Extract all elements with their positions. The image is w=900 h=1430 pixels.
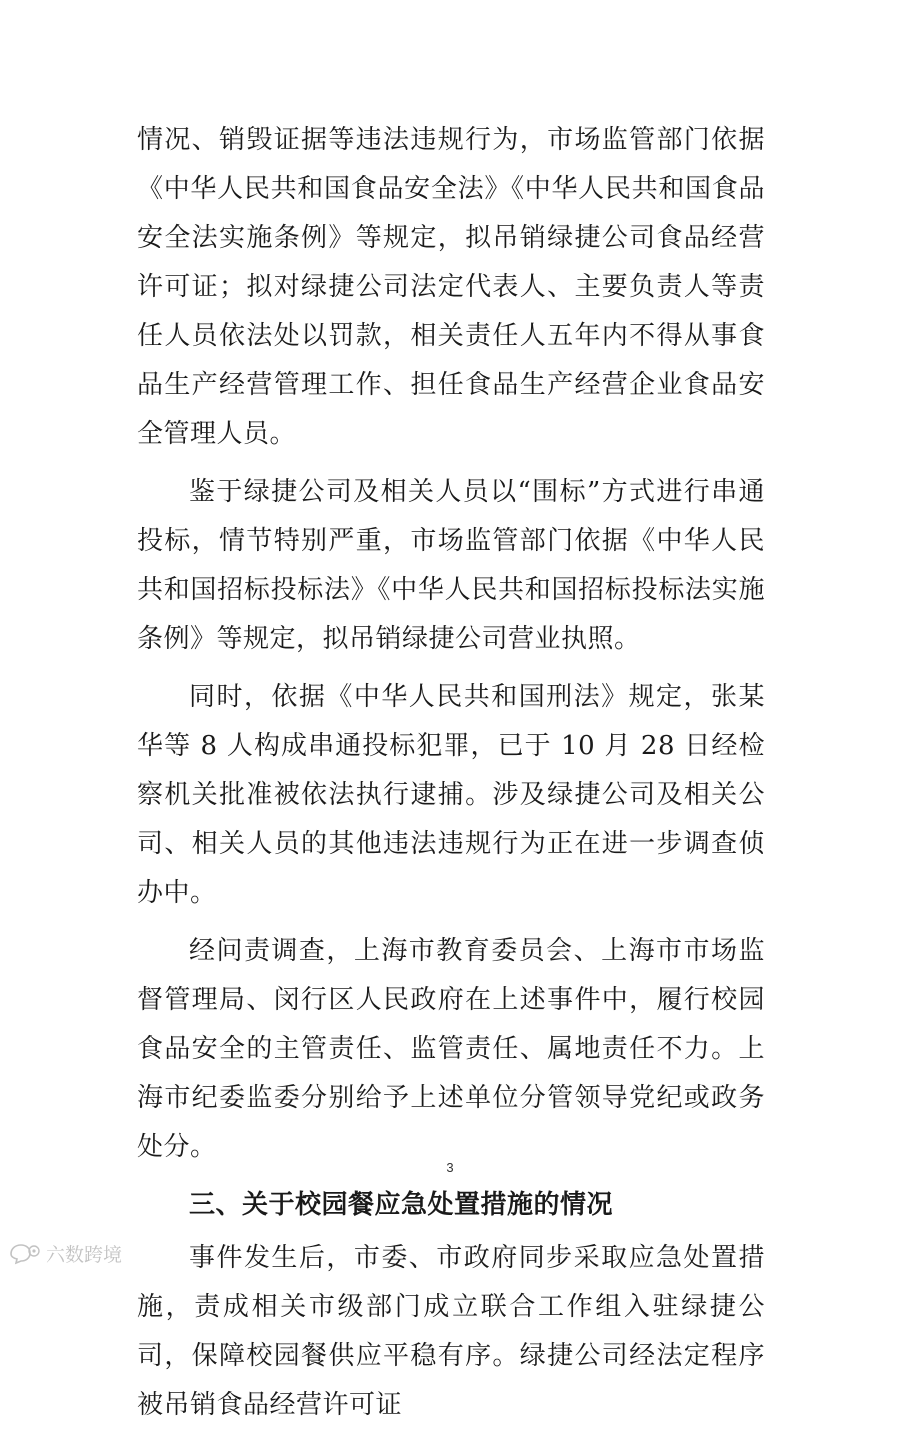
- document-body: [137, 116, 765, 1430]
- watermark: [8, 1240, 122, 1267]
- page-number: 3: [446, 1160, 454, 1175]
- paragraph-accountability: 经问责调查，上海市教育委员会、上海市市场监督管理局、闵行区人民政府在上述事件中，履行校园食品安全的主管责任、监管责任、属地责任不力。上海市纪委监委分别给予上述单位分管领导党纪或政务处分。: [137, 936, 765, 1162]
- chat-bubble-logo-icon: [8, 1243, 42, 1265]
- section-heading: 三、关于校园餐应急处置措施的情况: [189, 1190, 614, 1220]
- paragraph-continued: 情况、销毁证据等违法违规行为，市场监管部门依据《中华人民共和国食品安全法》《中华人民共和国食品安全法实施条例》等规定，拟吊销绿捷公司食品经营许可证；拟对绿捷公司法定代表人、主要负责人等责任人员依法处以罚款，相关责任人五年内不得从事食品生产经营管理工作、担任食品生产经营企业食品安全管理人员。: [137, 125, 765, 449]
- paragraph-bid-rigging: 鉴于绿捷公司及相关人员以“围标”方式进行串通投标，情节特别严重，市场监管部门依据《中华人民共和国招标投标法》《中华人民共和国招标投标法实施条例》等规定，拟吊销绿捷公司营业执照。: [137, 477, 765, 654]
- paragraph-emergency-measures: 事件发生后，市委、市政府同步采取应急处置措施，责成相关市级部门成立联合工作组入驻绿捷公司，保障校园餐供应平稳有序。绿捷公司经法定程序被吊销食品经营许可证: [137, 1243, 765, 1420]
- paragraph-criminal-law: 同时，依据《中华人民共和国刑法》规定，张某华等 8 人构成串通投标犯罪，已于 10 月 28 日经检察机关批准被依法执行逮捕。涉及绿捷公司及相关公司、相关人员的其他违法违规行为正在进一步调查侦办中。: [137, 682, 765, 908]
- watermark-text: 六数跨境: [46, 1244, 123, 1266]
